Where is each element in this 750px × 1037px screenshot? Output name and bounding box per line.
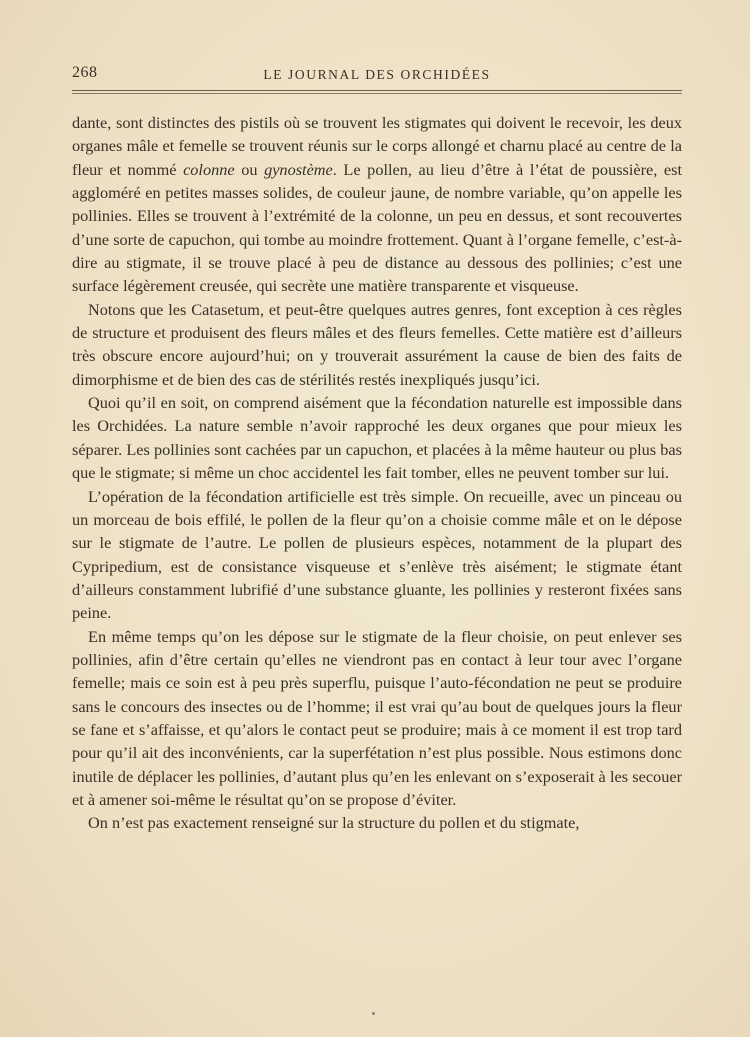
paragraph-1: dante, sont distinctes des pistils où se trouvent les stigmates qui doivent le recevoir, les deux organes mâle et femelle se trouvent réunis sur le corps allongé et charnu placé au centre de la fleur et nommé colonne ou gynostème. Le pollen, au lieu d’être à l’état de poussière, est aggloméré en petites masses solides, de couleur jaune, de nombre variable, qu’on appelle les pollinies. Elles se trouvent à l’extrémité de la colonne, un peu en dessus, et sont recouvertes d’une sorte de capuchon, qui tombe au moindre frottement. Quant à l’organe femelle, c’est-à-dire au stigmate, il se trouve placé à peu de distance au dessous des pollinies; c’est une surface légèrement creusée, qui secrète une matière transparente et visqueuse.	[72, 113, 683, 296]
paragraph-6: On n’est pas exactement renseigné sur la structure du pollen et du stigmate,	[88, 813, 580, 833]
term-gynosteme: gynostème	[264, 159, 333, 179]
paragraph-3: Quoi qu’il en soit, on comprend aisément que la fécondation naturelle est impossible dans les Orchidées. La nature semble n’avoir rapproché les deux organes que pour mieux les séparer. Les pollinies sont cachées par un capuchon, et placées à la même hauteur ou plus bas que le stigmate; si même un choc accidentel les fait tomber, elles ne peuvent tomber sur lui.	[72, 393, 682, 483]
term-colonne: colonne	[183, 159, 235, 179]
paragraph-4: L’opération de la fécondation artificielle est très simple. On recueille, avec un pinceau ou un morceau de bois effilé, le pollen de la fleur qu’on a choisie comme mâle et on le dépose sur le stigmate de l’autre. Le pollen de plusieurs espèces, notamment de la plupart des Cypripedium, est de consistance visqueuse et s’enlève très aisément; le stigmate étant d’ailleurs constamment lubrifié d’une substance gluante, les pollinies y resteront fixées sans peine.	[72, 486, 682, 623]
paragraph-5: En même temps qu’on les dépose sur le stigmate de la fleur choisie, on peut enlever ses pollinies, afin d’être certain qu’elles ne viendront pas en contact à leur tour avec l’organe femelle; mais ce soin est à peu près superflu, puisque l’auto-fécondation ne peut se produire sans le concours des insectes ou de l’homme; il est vrai qu’au bout de quelques jours la fleur se fane et s’affaisse, et qu’alors le contact peut se produire; mais à ce moment il est trop tard pour qu’il ait des inconvénients, car la superfétation n’est plus possible. Nous estimons donc inutile de déplacer les pollinies, d’autant plus qu’en les enlevant on s’exposerait à les secouer et à amener soi-même le résultat qu’on se propose d’éviter.	[72, 626, 682, 809]
page-number: 268	[72, 64, 98, 81]
page-header	[72, 56, 682, 91]
book-page	[72, 56, 682, 835]
paragraph-2: Notons que les Catasetum, et peut-être quelques autres genres, font exception à ces règles de structure et produisent des fleurs mâles et des fleurs femelles. Cette matière est d’ailleurs très obscure encore aujourd’hui; on y trouverait assurément la cause de bien des faits de dimorphisme et de bien des cas de stérilités restés inexpliqués jusqu’ici.	[72, 299, 682, 389]
print-speck	[372, 1012, 375, 1015]
page-body	[72, 111, 682, 835]
running-title: LE JOURNAL DES ORCHIDÉES	[263, 67, 491, 82]
